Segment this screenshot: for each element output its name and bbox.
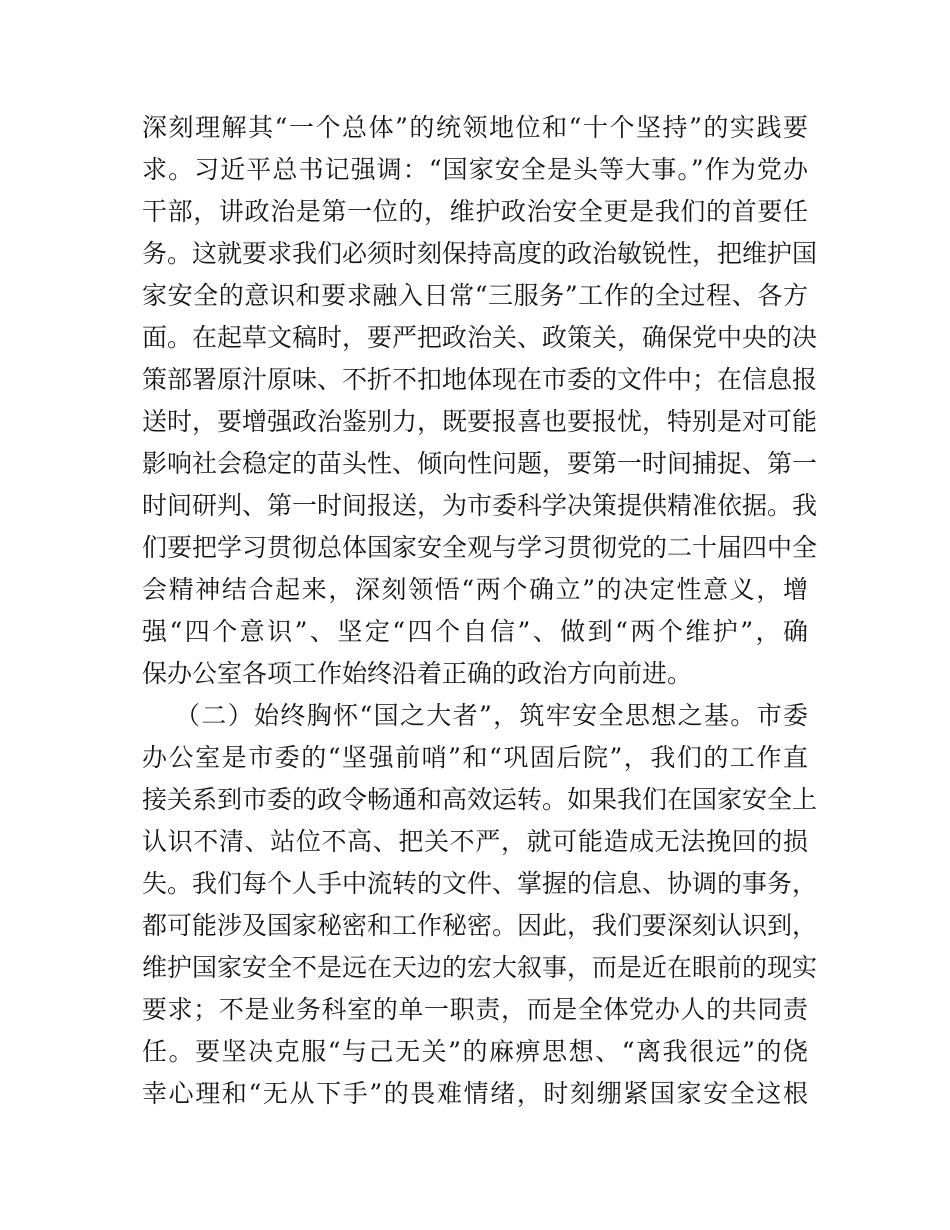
section-heading-line: （二）始终胸怀“国之大者”，筑牢安全思想之基。市委 xyxy=(175,701,808,730)
text-line: 都可能涉及国家秘密和工作秘密。因此，我们要深刻认识到， xyxy=(142,911,818,940)
text-line: 干部，讲政治是第一位的，维护政治安全更是我们的首要任 xyxy=(142,197,808,226)
text-line: 策部署原汁原味、不折不扣地体现在市委的文件中；在信息报 xyxy=(142,365,818,394)
text-line: 面。在起草文稿时，要严把政治关、政策关，确保党中央的决 xyxy=(142,323,818,352)
text-line: 影响社会稳定的苗头性、倾向性问题，要第一时间捕捉、第一 xyxy=(142,449,818,478)
text-line: 们要把学习贯彻总体国家安全观与学习贯彻党的二十届四中全 xyxy=(142,533,818,562)
text-line: 时间研判、第一时间报送，为市委科学决策提供精准依据。我 xyxy=(142,491,818,520)
paragraph-1 xyxy=(142,107,818,695)
text-line: 会精神结合起来，深刻领悟“两个确立”的决定性意义，增 xyxy=(142,575,808,604)
text-line: 家安全的意识和要求融入日常“三服务”工作的全过程、各方 xyxy=(142,281,808,310)
text-line: 办公室是市委的“坚强前哨”和“巩固后院”，我们的工作直 xyxy=(142,743,808,772)
paragraph-2-section-heading xyxy=(142,695,818,1115)
text-line: 送时，要增强政治鉴别力，既要报喜也要报忧，特别是对可能 xyxy=(142,407,818,436)
text-line: 要求；不是业务科室的单一职责，而是全体党办人的共同责 xyxy=(142,995,808,1024)
text-line: 失。我们每个人手中流转的文件、掌握的信息、协调的事务， xyxy=(142,869,818,898)
text-line: 求。习近平总书记强调：“国家安全是头等大事。”作为党办 xyxy=(142,155,808,184)
text-line: 务。这就要求我们必须时刻保持高度的政治敏锐性，把维护国 xyxy=(142,239,818,268)
text-line: 保办公室各项工作始终沿着正确的政治方向前进。 xyxy=(142,659,693,688)
text-line: 维护国家安全不是远在天边的宏大叙事，而是近在眼前的现实 xyxy=(142,953,818,982)
text-line: 深刻理解其“一个总体”的统领地位和“十个坚持”的实践要 xyxy=(142,113,808,142)
text-line: 接关系到市委的政令畅通和高效运转。如果我们在国家安全上 xyxy=(142,785,818,814)
text-line: 幸心理和“无从下手”的畏难情绪，时刻绷紧国家安全这根 xyxy=(142,1079,808,1108)
document-body xyxy=(142,107,818,1115)
text-line: 强“四个意识”、坚定“四个自信”、做到“两个维护”，确 xyxy=(142,617,808,646)
text-line: 任。要坚决克服“与己无关”的麻痹思想、“离我很远”的侥 xyxy=(142,1037,808,1066)
text-line: 认识不清、站位不高、把关不严，就可能造成无法挽回的损 xyxy=(142,827,808,856)
